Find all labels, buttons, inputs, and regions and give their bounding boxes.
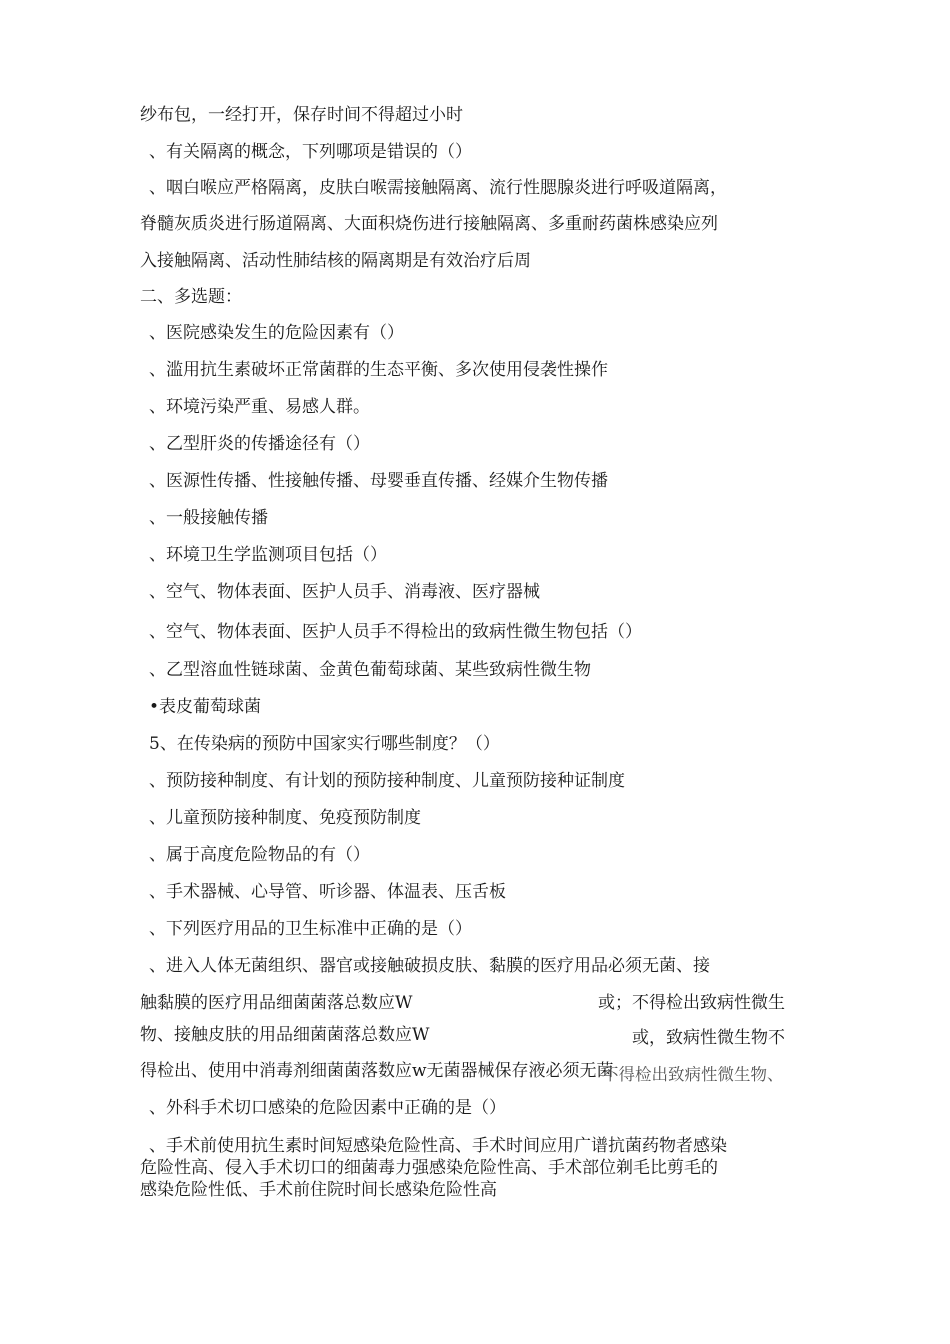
answer-line-fragment: 或，致病性微生物不 <box>632 1028 785 1048</box>
question-line: 、有关隔离的概念，下列哪项是错误的（） <box>149 142 472 162</box>
answer-line: 脊髓灰质炎进行肠道隔离、大面积烧伤进行接触隔离、多重耐药菌株感染应列 <box>140 214 718 234</box>
answer-line: 得检出、使用中消毒剂细菌菌落数应w无菌器械保存液必须无菌 <box>140 1061 614 1081</box>
text-line: 纱布包，一经打开，保存时间不得超过小时 <box>140 105 463 125</box>
answer-line: 、一般接触传播 <box>149 508 268 528</box>
answer-line: •表皮葡萄球菌 <box>149 697 262 717</box>
answer-line: 入接触隔离、活动性肺结核的隔离期是有效治疗后周 <box>140 251 531 271</box>
answer-line: 、手术前使用抗生素时间短感染危险性高、手术时间应用广谱抗菌药物者感染 <box>149 1136 727 1156</box>
answer-line: 、乙型溶血性链球菌、金黄色葡萄球菌、某些致病性微生物 <box>149 660 591 680</box>
section-heading: 二、多选题： <box>140 287 242 307</box>
answer-line: 、儿童预防接种制度、免疫预防制度 <box>149 808 421 828</box>
answer-line: 感染危险性低、手术前住院时间长感染危险性高 <box>140 1180 497 1200</box>
answer-line-fragment: 不得检出致病性微生物、 <box>602 1065 784 1084</box>
question-line: 、外科手术切口感染的危险因素中正确的是（） <box>149 1098 506 1118</box>
answer-line: 、滥用抗生素破坏正常菌群的生态平衡、多次使用侵袭性操作 <box>149 360 608 380</box>
answer-line: 、咽白喉应严格隔离，皮肤白喉需接触隔离、流行性腮腺炎进行呼吸道隔离， <box>149 178 727 198</box>
answer-line: 、空气、物体表面、医护人员手、消毒液、医疗器械 <box>149 582 540 602</box>
question-line: 、医院感染发生的危险因素有（） <box>149 323 404 343</box>
answer-line: 触黏膜的医疗用品细菌菌落总数应W <box>140 993 413 1013</box>
question-line: 、下列医疗用品的卫生标准中正确的是（） <box>149 919 472 939</box>
answer-line: 、手术器械、心导管、听诊器、体温表、压舌板 <box>149 882 506 902</box>
answer-line: 、预防接种制度、有计划的预防接种制度、儿童预防接种证制度 <box>149 771 625 791</box>
question-line: 、属于高度危险物品的有（） <box>149 845 370 865</box>
answer-line: 危险性高、侵入手术切口的细菌毒力强感染危险性高、手术部位剃毛比剪毛的 <box>140 1158 718 1178</box>
answer-line: 、医源性传播、性接触传播、母婴垂直传播、经媒介生物传播 <box>149 471 608 491</box>
answer-line-fragment: 或；不得检出致病性微生 <box>598 993 785 1013</box>
question-line: 5、在传染病的预防中国家实行哪些制度？（） <box>149 734 500 754</box>
question-line: 、环境卫生学监测项目包括（） <box>149 545 387 565</box>
answer-line: 物、接触皮肤的用品细菌菌落总数应W <box>140 1025 430 1045</box>
answer-line: 、环境污染严重、易感人群。 <box>149 397 370 417</box>
question-line: 、空气、物体表面、医护人员手不得检出的致病性微生物包括（） <box>149 622 642 642</box>
question-line: 、乙型肝炎的传播途径有（） <box>149 434 370 454</box>
answer-line: 、进入人体无菌组织、器官或接触破损皮肤、黏膜的医疗用品必须无菌、接 <box>149 956 710 976</box>
